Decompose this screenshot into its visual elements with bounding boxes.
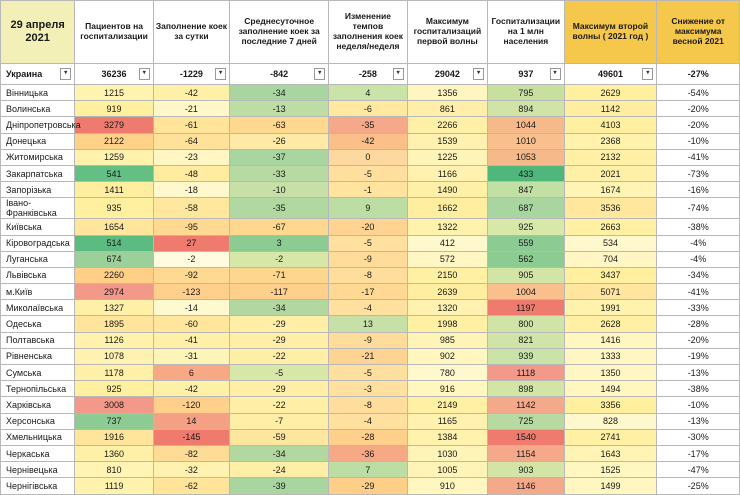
table-row [1,300,740,316]
data-cell: 4103 [564,117,657,133]
summary-text-4: 29042 [434,69,460,79]
region-name-cell: Волинська [1,101,75,117]
data-cell: 935 [75,198,153,219]
data-cell: -9 [329,332,407,348]
data-cell: 412 [407,235,488,251]
data-cell: 1654 [75,219,153,235]
data-cell: 1525 [564,462,657,478]
data-cell: 861 [407,101,488,117]
data-cell: -59 [230,429,329,445]
data-cell: -5 [329,365,407,381]
data-cell: 1499 [564,478,657,494]
data-cell: 1166 [407,165,488,181]
data-cell: 1494 [564,381,657,397]
data-cell: -38% [657,381,740,397]
data-cell: 1165 [407,413,488,429]
data-cell: -6 [329,101,407,117]
region-name-cell: Запорізька [1,182,75,198]
data-cell: -25% [657,478,740,494]
table-row [1,413,740,429]
table-row [1,117,740,133]
chevron-down-icon-1[interactable]: ▾ [215,68,226,80]
data-cell: 2639 [407,284,488,300]
chevron-down-icon-3[interactable]: ▾ [393,68,404,80]
data-cell: 737 [75,413,153,429]
region-name-cell: Закарпатська [1,165,75,181]
data-cell: -8 [329,397,407,413]
region-name-cell: Миколаївська [1,300,75,316]
table-row [1,381,740,397]
data-cell: 985 [407,332,488,348]
data-cell: -41 [153,332,229,348]
data-cell: -8 [329,267,407,283]
data-cell: 1215 [75,85,153,101]
region-name-cell: Одеська [1,316,75,332]
data-cell: -37 [230,149,329,165]
region-name-cell: Хмельницька [1,429,75,445]
data-cell: -63 [230,117,329,133]
data-cell: 3 [230,235,329,251]
summary-text-6: 49601 [597,69,623,79]
region-name-cell: Дніпропетровська [1,117,75,133]
data-cell: 562 [488,251,564,267]
chevron-down-icon-4[interactable]: ▾ [473,68,484,80]
data-cell: 541 [75,165,153,181]
data-cell: -61 [153,117,229,133]
data-cell: -64 [153,133,229,149]
data-cell: -28 [329,429,407,445]
data-cell: -73% [657,165,740,181]
data-cell: -34 [230,300,329,316]
data-cell: 27 [153,235,229,251]
table-row [1,101,740,117]
data-cell: 925 [488,219,564,235]
data-cell: -22 [230,348,329,364]
summary-text-3: -258 [358,69,377,79]
data-cell: 3356 [564,397,657,413]
data-cell: 3279 [75,117,153,133]
data-cell: -42 [153,85,229,101]
data-cell: -3 [329,381,407,397]
data-cell: 939 [488,348,564,364]
data-cell: -9 [329,251,407,267]
data-cell: 1662 [407,198,488,219]
data-cell: -34 [230,445,329,461]
data-cell: 1142 [564,101,657,117]
data-cell: 1197 [488,300,564,316]
summary-value-3[interactable] [329,64,407,85]
data-cell: 1053 [488,149,564,165]
data-cell: 1916 [75,429,153,445]
table-row [1,316,740,332]
header-col-2: Среднесуточное заполнение коек за последние 7 дней [230,1,329,64]
data-cell: -4% [657,235,740,251]
data-cell: 800 [488,316,564,332]
data-cell: -5 [329,235,407,251]
table-row [1,445,740,461]
data-cell: -1 [329,182,407,198]
data-cell: 1259 [75,149,153,165]
table-row [1,267,740,283]
data-cell: 2974 [75,284,153,300]
data-cell: -20% [657,117,740,133]
summary-text-1: -1229 [179,69,203,79]
header-col-1: Заполнение коек за сутки [153,1,229,64]
data-cell: 1005 [407,462,488,478]
data-cell: -13% [657,365,740,381]
data-cell: 903 [488,462,564,478]
data-cell: -33 [230,165,329,181]
data-cell: -47% [657,462,740,478]
summary-text-7: -27% [687,69,709,79]
data-cell: -35 [329,117,407,133]
data-cell: 2629 [564,85,657,101]
data-cell: 2021 [564,165,657,181]
data-cell: 559 [488,235,564,251]
region-name-cell: Київська [1,219,75,235]
data-cell: 3437 [564,267,657,283]
data-cell: 725 [488,413,564,429]
data-cell: 1998 [407,316,488,332]
data-cell: -123 [153,284,229,300]
data-cell: 2266 [407,117,488,133]
data-cell: 1126 [75,332,153,348]
data-cell: 905 [488,267,564,283]
data-cell: 6 [153,365,229,381]
data-cell: 1540 [488,429,564,445]
region-name-cell: Херсонська [1,413,75,429]
data-cell: 1411 [75,182,153,198]
summary-text-0: 36236 [101,69,127,79]
data-cell: 898 [488,381,564,397]
data-cell: -16% [657,182,740,198]
data-cell: 1360 [75,445,153,461]
data-cell: -82 [153,445,229,461]
data-cell: -4 [329,413,407,429]
region-name-cell: м.Київ [1,284,75,300]
summary-filter-row [1,64,740,85]
region-name-cell: Чернівецька [1,462,75,478]
summary-value-5[interactable] [488,64,564,85]
header-date: 29 апреля 2021 [1,1,75,64]
header-col-0: Пациентов на госпитализации [75,1,153,64]
data-cell: 13 [329,316,407,332]
summary-text-2: -842 [270,69,289,79]
data-cell: 572 [407,251,488,267]
data-cell: -33% [657,300,740,316]
data-cell: 780 [407,365,488,381]
header-col-7: Снижение от максимума весной 2021 [657,1,740,64]
data-cell: 919 [75,101,153,117]
data-cell: -18 [153,182,229,198]
data-cell: -92 [153,267,229,283]
data-cell: 1674 [564,182,657,198]
data-cell: 916 [407,381,488,397]
data-cell: 2741 [564,429,657,445]
data-cell: 1004 [488,284,564,300]
table-row [1,462,740,478]
data-cell: -14 [153,300,229,316]
data-cell: 1010 [488,133,564,149]
data-cell: -4 [329,300,407,316]
data-cell: 2122 [75,133,153,149]
data-cell: 534 [564,235,657,251]
region-name-cell: Вінницька [1,85,75,101]
table-row [1,284,740,300]
data-cell: -120 [153,397,229,413]
data-cell: -17% [657,445,740,461]
data-cell: -48 [153,165,229,181]
region-name-cell: Сумська [1,365,75,381]
data-cell: -31 [153,348,229,364]
data-cell: 1225 [407,149,488,165]
data-cell: -10% [657,133,740,149]
data-cell: -54% [657,85,740,101]
region-name-cell: Полтавська [1,332,75,348]
header-col-3: Изменение темпов заполнения коек неделя/неделя [329,1,407,64]
data-cell: 704 [564,251,657,267]
data-cell: 894 [488,101,564,117]
chevron-down-icon-6[interactable]: ▾ [642,68,653,80]
data-cell: 433 [488,165,564,181]
data-cell: -21 [329,348,407,364]
data-cell: -13 [230,101,329,117]
data-cell: 1044 [488,117,564,133]
table-row [1,165,740,181]
data-cell: -13% [657,413,740,429]
data-cell: 1320 [407,300,488,316]
data-cell: 2260 [75,267,153,283]
header-col-4: Максимум госпитализаций первой волны [407,1,488,64]
data-cell: 2150 [407,267,488,283]
data-cell: 1322 [407,219,488,235]
data-cell: 1539 [407,133,488,149]
data-cell: -42 [329,133,407,149]
data-cell: -62 [153,478,229,494]
data-cell: 1146 [488,478,564,494]
data-cell: 5071 [564,284,657,300]
data-cell: 9 [329,198,407,219]
data-cell: -26 [230,133,329,149]
data-cell: -71 [230,267,329,283]
data-cell: -4% [657,251,740,267]
data-cell: 902 [407,348,488,364]
region-name-cell: Житомирська [1,149,75,165]
table-row [1,219,740,235]
data-cell: 847 [488,182,564,198]
data-cell: -34% [657,267,740,283]
chevron-down-icon[interactable]: ▾ [60,68,71,80]
data-cell: -58 [153,198,229,219]
data-cell: -22 [230,397,329,413]
data-cell: -21 [153,101,229,117]
summary-value-2[interactable] [230,64,329,85]
data-cell: 514 [75,235,153,251]
table-row [1,365,740,381]
table-header-row [1,1,740,64]
data-cell: 1118 [488,365,564,381]
data-cell: -42 [153,381,229,397]
region-name-cell: Кіровоградська [1,235,75,251]
region-name-cell: Черкаська [1,445,75,461]
data-cell: 1416 [564,332,657,348]
summary-value-6[interactable] [564,64,657,85]
table-row [1,85,740,101]
data-cell: -20% [657,101,740,117]
data-cell: -23 [153,149,229,165]
data-cell: -38% [657,219,740,235]
data-cell: 925 [75,381,153,397]
data-cell: 4 [329,85,407,101]
table-row [1,149,740,165]
data-cell: -10% [657,397,740,413]
data-cell: -34 [230,85,329,101]
data-cell: 2368 [564,133,657,149]
data-cell: 2663 [564,219,657,235]
data-cell: 1490 [407,182,488,198]
data-cell: 1327 [75,300,153,316]
summary-value-0[interactable] [75,64,153,85]
data-cell: 1119 [75,478,153,494]
data-cell: 14 [153,413,229,429]
data-cell: -67 [230,219,329,235]
table-row [1,198,740,219]
region-name-cell: Луганська [1,251,75,267]
region-name-cell: Харківська [1,397,75,413]
region-name-cell: Рівненська [1,348,75,364]
data-cell: -36 [329,445,407,461]
data-cell: 3008 [75,397,153,413]
table-row [1,235,740,251]
data-cell: -2 [153,251,229,267]
data-cell: -29 [230,381,329,397]
data-cell: -2 [230,251,329,267]
table-row [1,429,740,445]
data-cell: 1178 [75,365,153,381]
summary-value-4[interactable] [407,64,488,85]
table-row [1,133,740,149]
data-cell: -17 [329,284,407,300]
header-col-5: Госпитализации на 1 млн населения [488,1,564,64]
data-cell: 1142 [488,397,564,413]
chevron-down-icon-5[interactable]: ▾ [550,68,561,80]
data-cell: -41% [657,284,740,300]
data-cell: -20 [329,219,407,235]
data-cell: 1895 [75,316,153,332]
region-name-cell: Чернігівська [1,478,75,494]
data-cell: -95 [153,219,229,235]
chevron-down-icon-0[interactable]: ▾ [139,68,150,80]
data-cell: 828 [564,413,657,429]
table-row [1,182,740,198]
data-cell: 2149 [407,397,488,413]
summary-text-5: 937 [518,69,534,79]
region-name-cell: Львівська [1,267,75,283]
data-cell: -20% [657,332,740,348]
data-cell: -145 [153,429,229,445]
data-cell: 1356 [407,85,488,101]
data-cell: 1030 [407,445,488,461]
data-cell: 2628 [564,316,657,332]
region-name-cell: Тернопільська [1,381,75,397]
data-cell: -41% [657,149,740,165]
data-cell: -7 [230,413,329,429]
data-cell: 3536 [564,198,657,219]
data-cell: 2132 [564,149,657,165]
data-cell: 821 [488,332,564,348]
region-name-cell: Донецька [1,133,75,149]
data-cell: -117 [230,284,329,300]
summary-value-1[interactable] [153,64,229,85]
data-cell: 1078 [75,348,153,364]
table-row [1,478,740,494]
table-row [1,348,740,364]
table-row [1,251,740,267]
data-cell: -32 [153,462,229,478]
data-cell: 810 [75,462,153,478]
header-col-6: Максимум второй волны ( 2021 год ) [564,1,657,64]
data-cell: 0 [329,149,407,165]
data-cell: 1154 [488,445,564,461]
data-cell: -29 [329,478,407,494]
data-cell: -39 [230,478,329,494]
table-row [1,332,740,348]
data-cell: -28% [657,316,740,332]
data-cell: 7 [329,462,407,478]
data-cell: -19% [657,348,740,364]
data-cell: 795 [488,85,564,101]
data-cell: 687 [488,198,564,219]
data-cell: -24 [230,462,329,478]
data-cell: -5 [329,165,407,181]
filter-region-cell[interactable] [1,64,75,85]
data-cell: 1350 [564,365,657,381]
summary-value-7[interactable] [657,64,740,85]
table-row [1,397,740,413]
data-cell: -35 [230,198,329,219]
data-cell: -60 [153,316,229,332]
filter-region-label: Украина [6,69,43,79]
data-cell: 1991 [564,300,657,316]
data-cell: -30% [657,429,740,445]
data-cell: 1643 [564,445,657,461]
data-cell: -74% [657,198,740,219]
data-cell: 910 [407,478,488,494]
data-cell: 1384 [407,429,488,445]
data-cell: 674 [75,251,153,267]
data-cell: -5 [230,365,329,381]
chevron-down-icon-2[interactable]: ▾ [314,68,325,80]
data-cell: -10 [230,182,329,198]
region-name-cell: Івано-Франківська [1,198,75,219]
data-cell: 1333 [564,348,657,364]
data-cell: -29 [230,332,329,348]
data-cell: -29 [230,316,329,332]
